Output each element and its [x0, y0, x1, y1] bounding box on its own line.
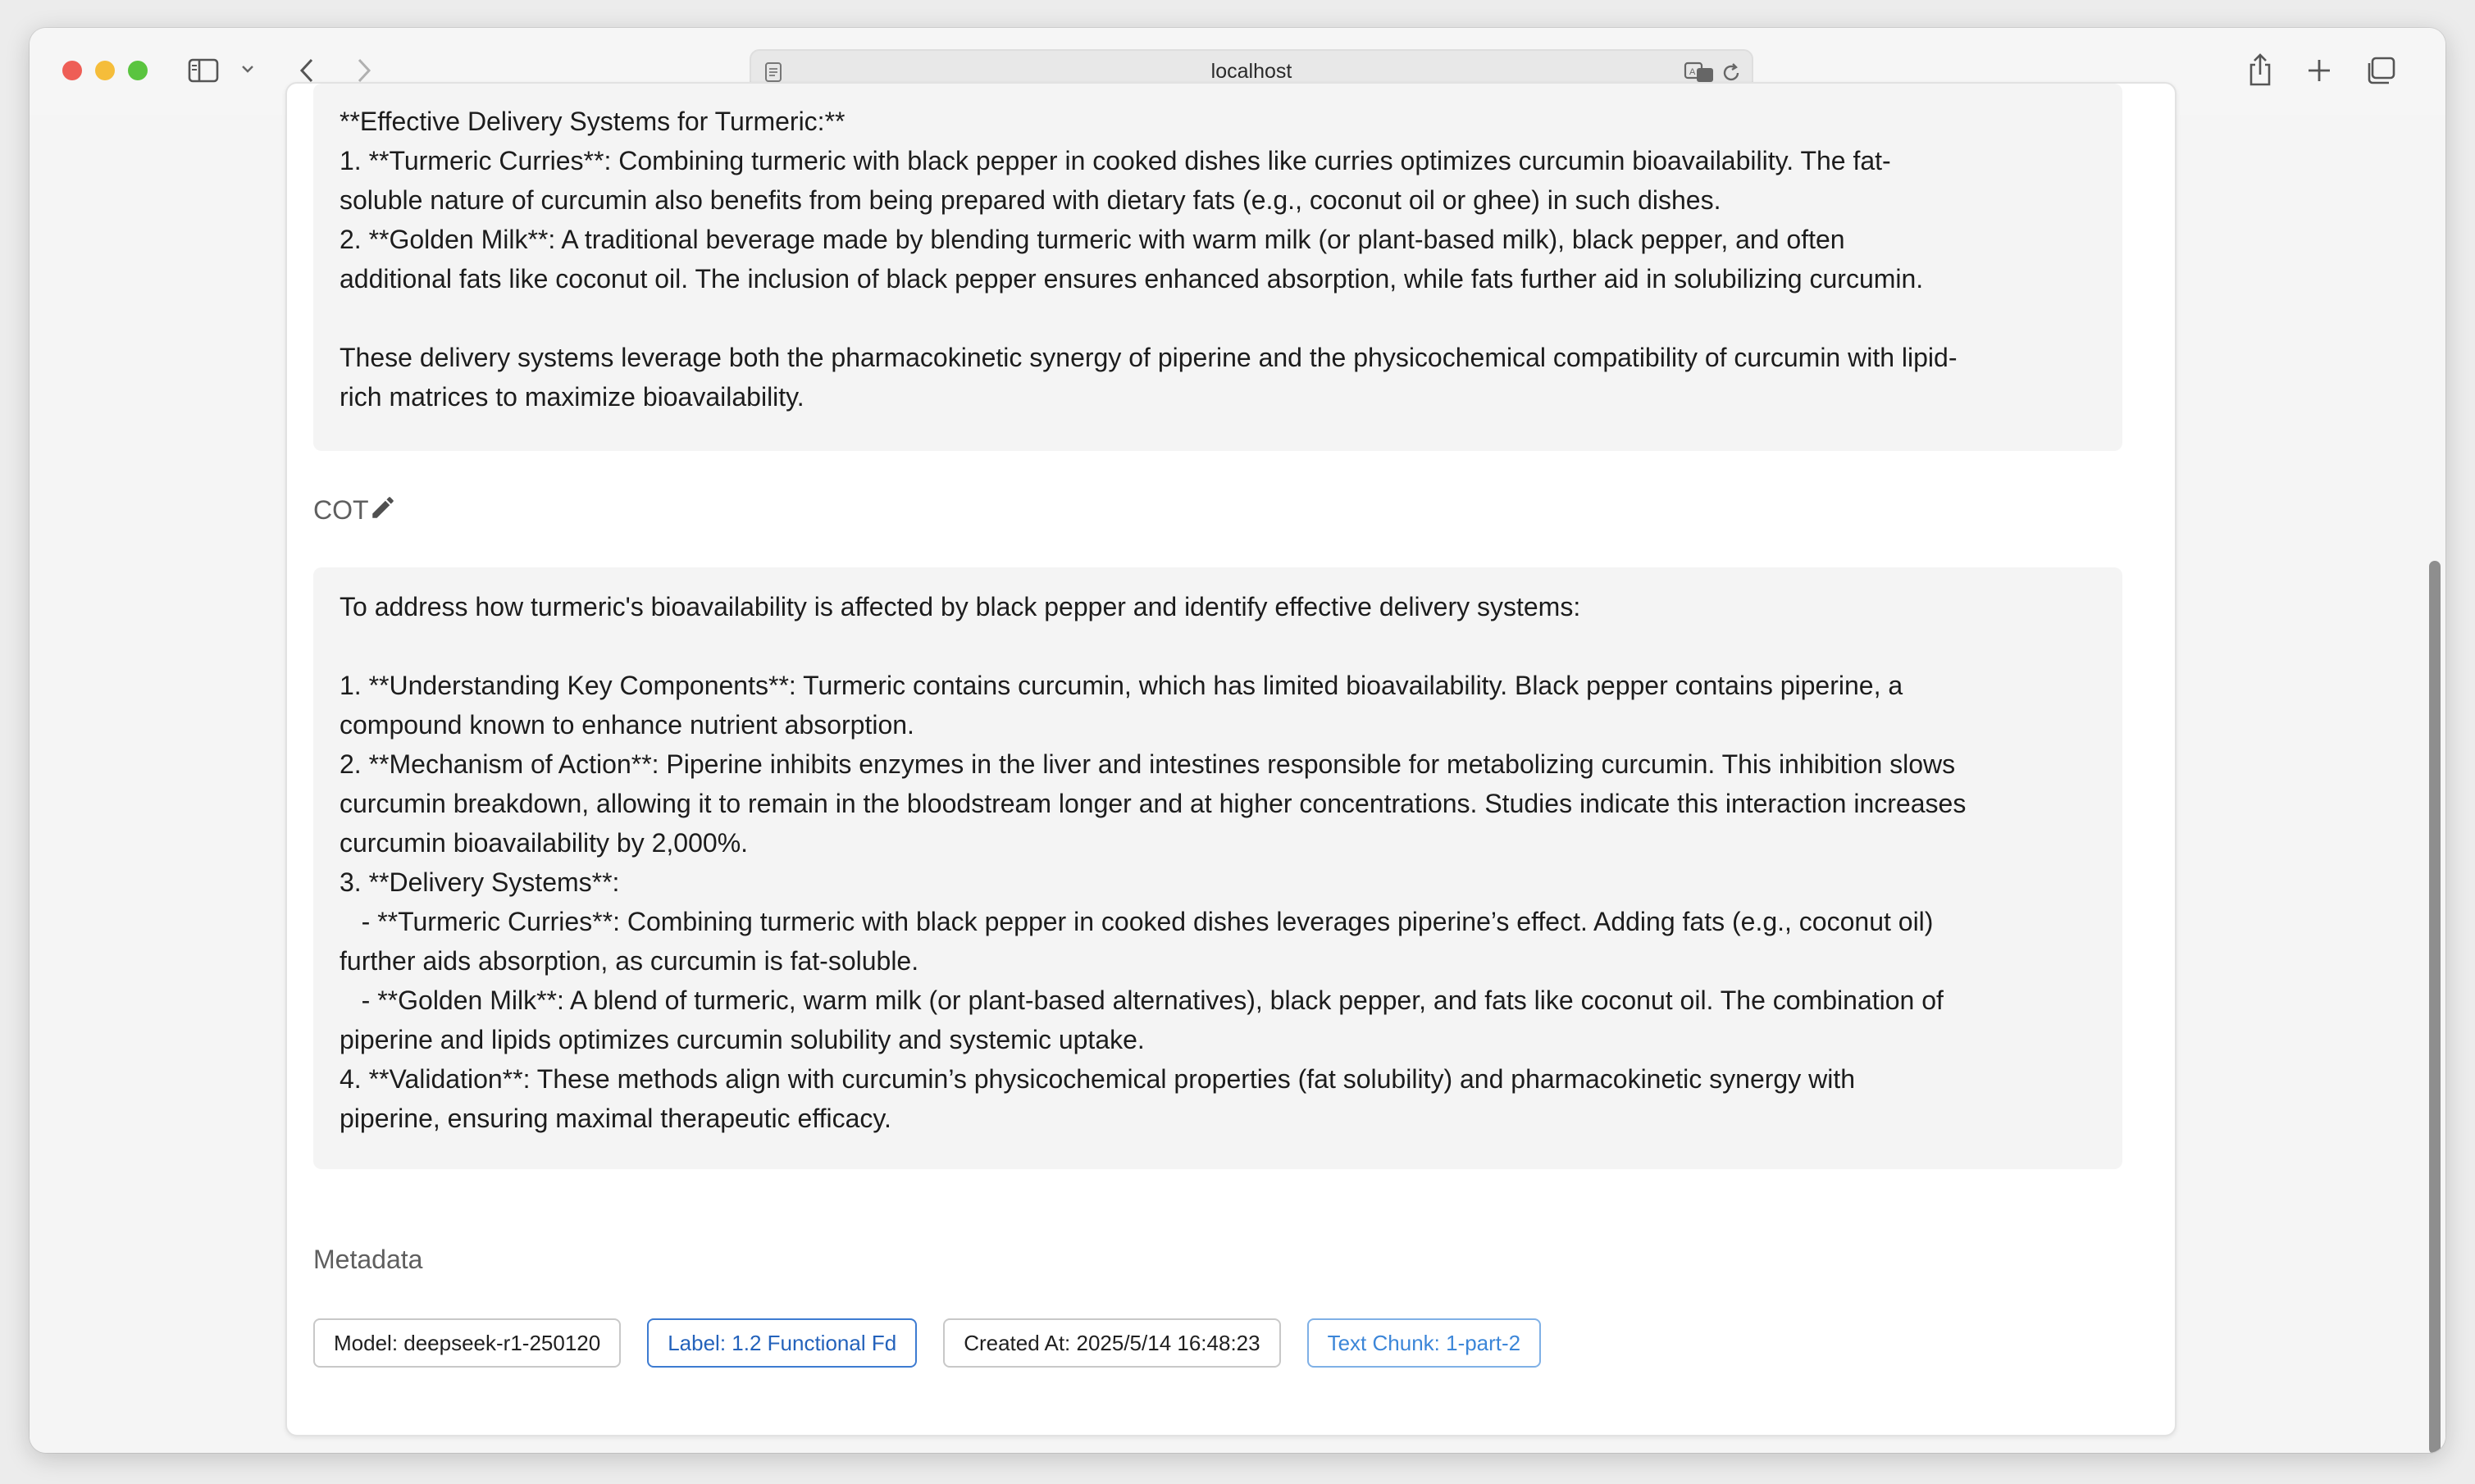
- address-text[interactable]: localhost: [1210, 59, 1292, 83]
- chevron-down-icon[interactable]: [239, 61, 256, 77]
- close-window-button[interactable]: [62, 61, 82, 80]
- cot-label: COT: [313, 495, 369, 525]
- tab-overview-icon[interactable]: [2363, 54, 2398, 87]
- zoom-window-button[interactable]: [128, 61, 148, 80]
- created-at-chip: Created At: 2025/5/14 16:48:23: [943, 1318, 1280, 1368]
- share-icon[interactable]: [2244, 51, 2277, 89]
- metadata-label: Metadata: [313, 1245, 423, 1274]
- vertical-scrollbar[interactable]: [2429, 561, 2441, 1453]
- browser-window: [30, 28, 2445, 1453]
- model-chip: Model: deepseek-r1-250120: [313, 1318, 621, 1368]
- answer-text-block: **Effective Delivery Systems for Turmeric:** 1. **Turmeric Curries**: Combining turmeric with black pepper in cooked dishes like curries optimizes curcumin bioavailability. The fat- soluble nature of curcumin also benefits from being prepared with dietary fats (e.g., coconut oil or ghee) in such dishes. 2. **Golden Milk**: A traditional beverage made by blending turmeric with warm milk (or plant-based milk), black pepper, and often additional fats like coconut oil. The inclusion of black pepper ensures enhanced absorption, while fats further aid in solubilizing curcumin. These delivery systems leverage both the pharmacokinetic synergy of piperine and the physicochemical compatibility of curcumin with lipid- rich matrices to maximize bioavailability.: [313, 84, 2122, 451]
- svg-text:A: A: [1689, 67, 1696, 77]
- label-chip: Label: 1.2 Functional Fd: [647, 1318, 917, 1368]
- plus-icon[interactable]: [2303, 54, 2336, 87]
- page-viewport: [30, 107, 2445, 1453]
- record-card: [285, 82, 2176, 1436]
- cot-text-block: To address how turmeric's bioavailability is affected by black pepper and identify effective delivery systems: 1. **Understanding Key Components**: Turmeric contains curcumin, which has limited bioavailability. Black pepper contains piperine, a compound known to enhance nutrient absorption. 2. **Mechanism of Action**: Piperine inhibits enzymes in the liver and intestines responsible for metabolizing curcumin. This inhibition slows curcumin breakdown, allowing it to remain in the bloodstream longer and at higher concentrations. Studies indicate this interaction increases curcumin bioavailability by 2,000%. 3. **Delivery Systems**: - **Turmeric Curries**: Combining turmeric with black pepper in cooked dishes leverages piperine’s effect. Adding fats (e.g., coconut oil) further aids absorption, as curcumin is fat-soluble. - **Golden Milk**: A blend of turmeric, warm milk (or plant-based alternatives), black pepper, and fats like coconut oil. The combination of piperine and lipids optimizes curcumin solubility and systemic uptake. 4. **Validation**: These methods align with curcumin’s physicochemical properties (fat solubility) and pharmacokinetic synergy with piperine, ensuring maximal therapeutic efficacy.: [313, 567, 2122, 1169]
- text-chunk-chip: Text Chunk: 1-part-2: [1307, 1318, 1542, 1368]
- metadata-chips: [313, 1318, 1541, 1368]
- minimize-window-button[interactable]: [95, 61, 115, 80]
- pencil-icon[interactable]: [366, 490, 400, 525]
- sidebar-icon[interactable]: [187, 56, 220, 85]
